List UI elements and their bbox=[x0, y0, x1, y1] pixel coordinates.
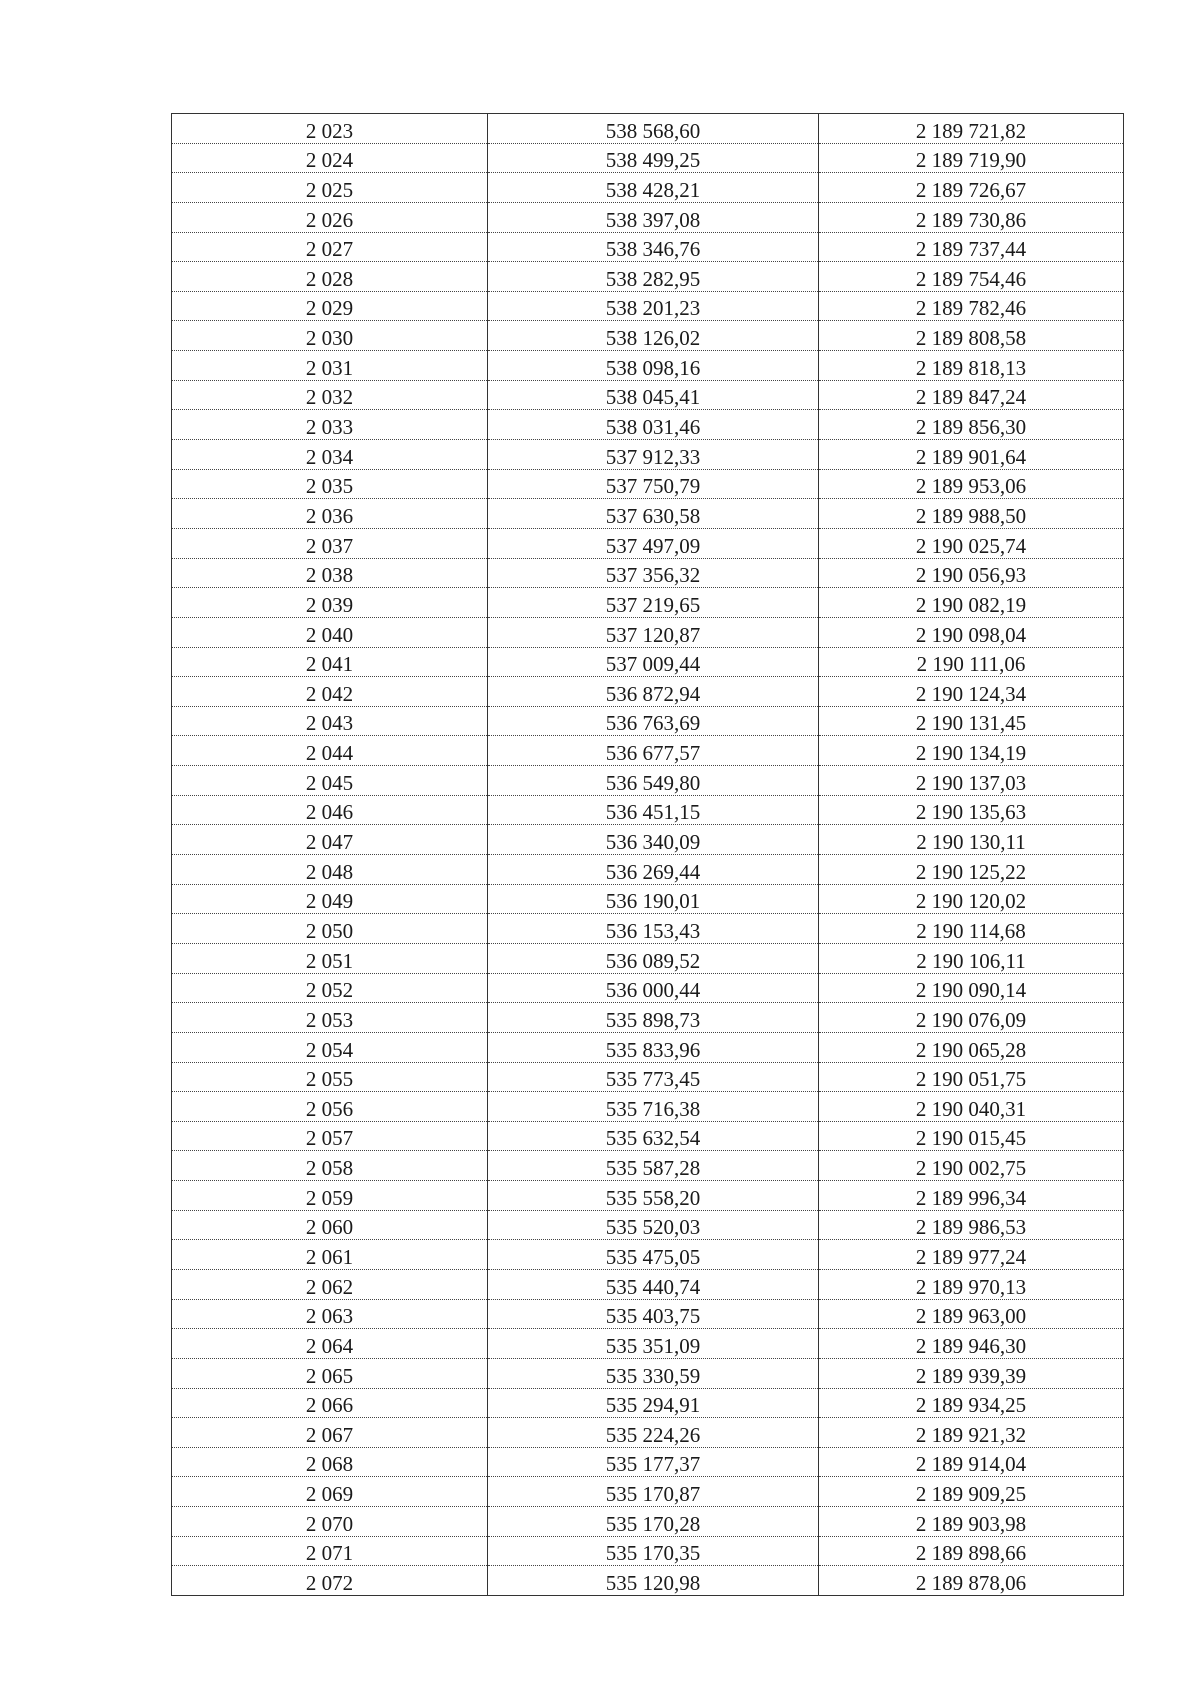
x-coordinate-cell: 537 219,65 bbox=[488, 588, 819, 618]
point-number-cell: 2 031 bbox=[172, 351, 488, 381]
y-coordinate-cell: 2 190 056,93 bbox=[819, 558, 1124, 588]
table-row bbox=[172, 647, 1124, 677]
x-coordinate-cell: 535 177,37 bbox=[488, 1447, 819, 1477]
x-coordinate-cell: 537 009,44 bbox=[488, 647, 819, 677]
point-number-cell: 2 052 bbox=[172, 973, 488, 1003]
y-coordinate-cell: 2 190 082,19 bbox=[819, 588, 1124, 618]
y-coordinate-cell: 2 189 901,64 bbox=[819, 440, 1124, 470]
point-number-cell: 2 029 bbox=[172, 291, 488, 321]
point-number-cell: 2 045 bbox=[172, 766, 488, 796]
x-coordinate-cell: 536 153,43 bbox=[488, 914, 819, 944]
y-coordinate-cell: 2 190 137,03 bbox=[819, 766, 1124, 796]
x-coordinate-cell: 535 520,03 bbox=[488, 1210, 819, 1240]
x-coordinate-cell: 538 282,95 bbox=[488, 262, 819, 292]
table-row bbox=[172, 736, 1124, 766]
y-coordinate-cell: 2 190 131,45 bbox=[819, 706, 1124, 736]
y-coordinate-cell: 2 190 025,74 bbox=[819, 528, 1124, 558]
point-number-cell: 2 027 bbox=[172, 232, 488, 262]
y-coordinate-cell: 2 190 106,11 bbox=[819, 943, 1124, 973]
x-coordinate-cell: 538 031,46 bbox=[488, 410, 819, 440]
y-coordinate-cell: 2 189 988,50 bbox=[819, 499, 1124, 529]
table-row bbox=[172, 617, 1124, 647]
table-row bbox=[172, 321, 1124, 351]
table-row bbox=[172, 973, 1124, 1003]
point-number-cell: 2 062 bbox=[172, 1269, 488, 1299]
x-coordinate-cell: 536 190,01 bbox=[488, 884, 819, 914]
point-number-cell: 2 066 bbox=[172, 1388, 488, 1418]
point-number-cell: 2 047 bbox=[172, 825, 488, 855]
x-coordinate-cell: 536 763,69 bbox=[488, 706, 819, 736]
table-row bbox=[172, 291, 1124, 321]
table-row bbox=[172, 855, 1124, 885]
table-row bbox=[172, 351, 1124, 381]
x-coordinate-cell: 536 549,80 bbox=[488, 766, 819, 796]
point-number-cell: 2 071 bbox=[172, 1536, 488, 1566]
x-coordinate-cell: 535 351,09 bbox=[488, 1329, 819, 1359]
y-coordinate-cell: 2 190 002,75 bbox=[819, 1151, 1124, 1181]
y-coordinate-cell: 2 190 015,45 bbox=[819, 1121, 1124, 1151]
x-coordinate-cell: 535 224,26 bbox=[488, 1418, 819, 1448]
y-coordinate-cell: 2 189 946,30 bbox=[819, 1329, 1124, 1359]
point-number-cell: 2 034 bbox=[172, 440, 488, 470]
y-coordinate-cell: 2 189 898,66 bbox=[819, 1536, 1124, 1566]
y-coordinate-cell: 2 190 125,22 bbox=[819, 855, 1124, 885]
y-coordinate-cell: 2 189 914,04 bbox=[819, 1447, 1124, 1477]
table-row bbox=[172, 825, 1124, 855]
point-number-cell: 2 058 bbox=[172, 1151, 488, 1181]
y-coordinate-cell: 2 190 040,31 bbox=[819, 1092, 1124, 1122]
point-number-cell: 2 059 bbox=[172, 1181, 488, 1211]
y-coordinate-cell: 2 190 124,34 bbox=[819, 677, 1124, 707]
coordinates-table-body bbox=[172, 114, 1124, 1596]
table-row bbox=[172, 1121, 1124, 1151]
point-number-cell: 2 039 bbox=[172, 588, 488, 618]
point-number-cell: 2 069 bbox=[172, 1477, 488, 1507]
point-number-cell: 2 037 bbox=[172, 528, 488, 558]
table-row bbox=[172, 558, 1124, 588]
table-row bbox=[172, 202, 1124, 232]
y-coordinate-cell: 2 189 986,53 bbox=[819, 1210, 1124, 1240]
table-row bbox=[172, 1003, 1124, 1033]
point-number-cell: 2 061 bbox=[172, 1240, 488, 1270]
point-number-cell: 2 036 bbox=[172, 499, 488, 529]
table-row bbox=[172, 1092, 1124, 1122]
table-row bbox=[172, 440, 1124, 470]
y-coordinate-cell: 2 189 721,82 bbox=[819, 114, 1124, 144]
point-number-cell: 2 040 bbox=[172, 617, 488, 647]
table-row bbox=[172, 1240, 1124, 1270]
x-coordinate-cell: 535 716,38 bbox=[488, 1092, 819, 1122]
point-number-cell: 2 055 bbox=[172, 1062, 488, 1092]
x-coordinate-cell: 537 120,87 bbox=[488, 617, 819, 647]
x-coordinate-cell: 536 677,57 bbox=[488, 736, 819, 766]
point-number-cell: 2 033 bbox=[172, 410, 488, 440]
point-number-cell: 2 032 bbox=[172, 380, 488, 410]
x-coordinate-cell: 535 120,98 bbox=[488, 1566, 819, 1596]
x-coordinate-cell: 536 451,15 bbox=[488, 795, 819, 825]
point-number-cell: 2 050 bbox=[172, 914, 488, 944]
x-coordinate-cell: 535 475,05 bbox=[488, 1240, 819, 1270]
x-coordinate-cell: 535 773,45 bbox=[488, 1062, 819, 1092]
point-number-cell: 2 067 bbox=[172, 1418, 488, 1448]
y-coordinate-cell: 2 190 114,68 bbox=[819, 914, 1124, 944]
point-number-cell: 2 068 bbox=[172, 1447, 488, 1477]
table-row bbox=[172, 795, 1124, 825]
table-row bbox=[172, 1418, 1124, 1448]
table-row bbox=[172, 914, 1124, 944]
point-number-cell: 2 056 bbox=[172, 1092, 488, 1122]
table-row bbox=[172, 1210, 1124, 1240]
y-coordinate-cell: 2 190 090,14 bbox=[819, 973, 1124, 1003]
y-coordinate-cell: 2 190 076,09 bbox=[819, 1003, 1124, 1033]
point-number-cell: 2 057 bbox=[172, 1121, 488, 1151]
table-row bbox=[172, 262, 1124, 292]
point-number-cell: 2 046 bbox=[172, 795, 488, 825]
y-coordinate-cell: 2 189 754,46 bbox=[819, 262, 1124, 292]
point-number-cell: 2 035 bbox=[172, 469, 488, 499]
y-coordinate-cell: 2 189 818,13 bbox=[819, 351, 1124, 381]
point-number-cell: 2 048 bbox=[172, 855, 488, 885]
table-row bbox=[172, 173, 1124, 203]
y-coordinate-cell: 2 190 098,04 bbox=[819, 617, 1124, 647]
point-number-cell: 2 051 bbox=[172, 943, 488, 973]
x-coordinate-cell: 538 126,02 bbox=[488, 321, 819, 351]
point-number-cell: 2 026 bbox=[172, 202, 488, 232]
coordinates-table bbox=[171, 113, 1124, 1596]
y-coordinate-cell: 2 189 909,25 bbox=[819, 1477, 1124, 1507]
table-row bbox=[172, 766, 1124, 796]
table-row bbox=[172, 232, 1124, 262]
point-number-cell: 2 038 bbox=[172, 558, 488, 588]
x-coordinate-cell: 535 330,59 bbox=[488, 1358, 819, 1388]
x-coordinate-cell: 535 170,28 bbox=[488, 1507, 819, 1537]
x-coordinate-cell: 536 000,44 bbox=[488, 973, 819, 1003]
point-number-cell: 2 030 bbox=[172, 321, 488, 351]
table-row bbox=[172, 588, 1124, 618]
point-number-cell: 2 043 bbox=[172, 706, 488, 736]
x-coordinate-cell: 535 294,91 bbox=[488, 1388, 819, 1418]
y-coordinate-cell: 2 189 939,39 bbox=[819, 1358, 1124, 1388]
table-row bbox=[172, 528, 1124, 558]
x-coordinate-cell: 537 630,58 bbox=[488, 499, 819, 529]
table-row bbox=[172, 706, 1124, 736]
x-coordinate-cell: 536 340,09 bbox=[488, 825, 819, 855]
table-row bbox=[172, 469, 1124, 499]
y-coordinate-cell: 2 189 953,06 bbox=[819, 469, 1124, 499]
y-coordinate-cell: 2 189 730,86 bbox=[819, 202, 1124, 232]
y-coordinate-cell: 2 190 111,06 bbox=[819, 647, 1124, 677]
table-row bbox=[172, 943, 1124, 973]
x-coordinate-cell: 535 587,28 bbox=[488, 1151, 819, 1181]
x-coordinate-cell: 537 912,33 bbox=[488, 440, 819, 470]
x-coordinate-cell: 535 440,74 bbox=[488, 1269, 819, 1299]
y-coordinate-cell: 2 189 808,58 bbox=[819, 321, 1124, 351]
y-coordinate-cell: 2 189 963,00 bbox=[819, 1299, 1124, 1329]
y-coordinate-cell: 2 189 977,24 bbox=[819, 1240, 1124, 1270]
point-number-cell: 2 053 bbox=[172, 1003, 488, 1033]
x-coordinate-cell: 535 403,75 bbox=[488, 1299, 819, 1329]
point-number-cell: 2 024 bbox=[172, 143, 488, 173]
point-number-cell: 2 070 bbox=[172, 1507, 488, 1537]
y-coordinate-cell: 2 189 856,30 bbox=[819, 410, 1124, 440]
table-row bbox=[172, 380, 1124, 410]
y-coordinate-cell: 2 190 051,75 bbox=[819, 1062, 1124, 1092]
y-coordinate-cell: 2 189 903,98 bbox=[819, 1507, 1124, 1537]
point-number-cell: 2 042 bbox=[172, 677, 488, 707]
table-row bbox=[172, 114, 1124, 144]
y-coordinate-cell: 2 190 065,28 bbox=[819, 1032, 1124, 1062]
y-coordinate-cell: 2 190 135,63 bbox=[819, 795, 1124, 825]
y-coordinate-cell: 2 189 996,34 bbox=[819, 1181, 1124, 1211]
x-coordinate-cell: 538 428,21 bbox=[488, 173, 819, 203]
table-row bbox=[172, 1329, 1124, 1359]
point-number-cell: 2 060 bbox=[172, 1210, 488, 1240]
y-coordinate-cell: 2 189 737,44 bbox=[819, 232, 1124, 262]
table-row bbox=[172, 1447, 1124, 1477]
x-coordinate-cell: 538 098,16 bbox=[488, 351, 819, 381]
y-coordinate-cell: 2 190 120,02 bbox=[819, 884, 1124, 914]
x-coordinate-cell: 537 497,09 bbox=[488, 528, 819, 558]
point-number-cell: 2 064 bbox=[172, 1329, 488, 1359]
table-row bbox=[172, 1388, 1124, 1418]
table-row bbox=[172, 677, 1124, 707]
point-number-cell: 2 023 bbox=[172, 114, 488, 144]
y-coordinate-cell: 2 189 847,24 bbox=[819, 380, 1124, 410]
y-coordinate-cell: 2 189 934,25 bbox=[819, 1388, 1124, 1418]
x-coordinate-cell: 538 397,08 bbox=[488, 202, 819, 232]
y-coordinate-cell: 2 190 134,19 bbox=[819, 736, 1124, 766]
x-coordinate-cell: 536 269,44 bbox=[488, 855, 819, 885]
x-coordinate-cell: 537 356,32 bbox=[488, 558, 819, 588]
table-row bbox=[172, 884, 1124, 914]
point-number-cell: 2 065 bbox=[172, 1358, 488, 1388]
x-coordinate-cell: 536 872,94 bbox=[488, 677, 819, 707]
point-number-cell: 2 041 bbox=[172, 647, 488, 677]
point-number-cell: 2 049 bbox=[172, 884, 488, 914]
table-row bbox=[172, 1062, 1124, 1092]
x-coordinate-cell: 538 201,23 bbox=[488, 291, 819, 321]
x-coordinate-cell: 538 045,41 bbox=[488, 380, 819, 410]
table-row bbox=[172, 1269, 1124, 1299]
y-coordinate-cell: 2 189 726,67 bbox=[819, 173, 1124, 203]
table-row bbox=[172, 1032, 1124, 1062]
x-coordinate-cell: 538 568,60 bbox=[488, 114, 819, 144]
table-row bbox=[172, 1536, 1124, 1566]
point-number-cell: 2 072 bbox=[172, 1566, 488, 1596]
table-row bbox=[172, 410, 1124, 440]
table-row bbox=[172, 1151, 1124, 1181]
x-coordinate-cell: 535 170,35 bbox=[488, 1536, 819, 1566]
table-row bbox=[172, 143, 1124, 173]
table-row bbox=[172, 1507, 1124, 1537]
y-coordinate-cell: 2 189 970,13 bbox=[819, 1269, 1124, 1299]
x-coordinate-cell: 535 170,87 bbox=[488, 1477, 819, 1507]
y-coordinate-cell: 2 190 130,11 bbox=[819, 825, 1124, 855]
x-coordinate-cell: 538 499,25 bbox=[488, 143, 819, 173]
x-coordinate-cell: 538 346,76 bbox=[488, 232, 819, 262]
table-row bbox=[172, 1299, 1124, 1329]
x-coordinate-cell: 535 833,96 bbox=[488, 1032, 819, 1062]
point-number-cell: 2 025 bbox=[172, 173, 488, 203]
x-coordinate-cell: 537 750,79 bbox=[488, 469, 819, 499]
table-row bbox=[172, 1477, 1124, 1507]
x-coordinate-cell: 536 089,52 bbox=[488, 943, 819, 973]
table-row bbox=[172, 499, 1124, 529]
x-coordinate-cell: 535 898,73 bbox=[488, 1003, 819, 1033]
point-number-cell: 2 054 bbox=[172, 1032, 488, 1062]
point-number-cell: 2 028 bbox=[172, 262, 488, 292]
y-coordinate-cell: 2 189 719,90 bbox=[819, 143, 1124, 173]
table-row bbox=[172, 1566, 1124, 1596]
table-row bbox=[172, 1358, 1124, 1388]
y-coordinate-cell: 2 189 921,32 bbox=[819, 1418, 1124, 1448]
point-number-cell: 2 044 bbox=[172, 736, 488, 766]
x-coordinate-cell: 535 558,20 bbox=[488, 1181, 819, 1211]
x-coordinate-cell: 535 632,54 bbox=[488, 1121, 819, 1151]
y-coordinate-cell: 2 189 878,06 bbox=[819, 1566, 1124, 1596]
y-coordinate-cell: 2 189 782,46 bbox=[819, 291, 1124, 321]
table-row bbox=[172, 1181, 1124, 1211]
point-number-cell: 2 063 bbox=[172, 1299, 488, 1329]
